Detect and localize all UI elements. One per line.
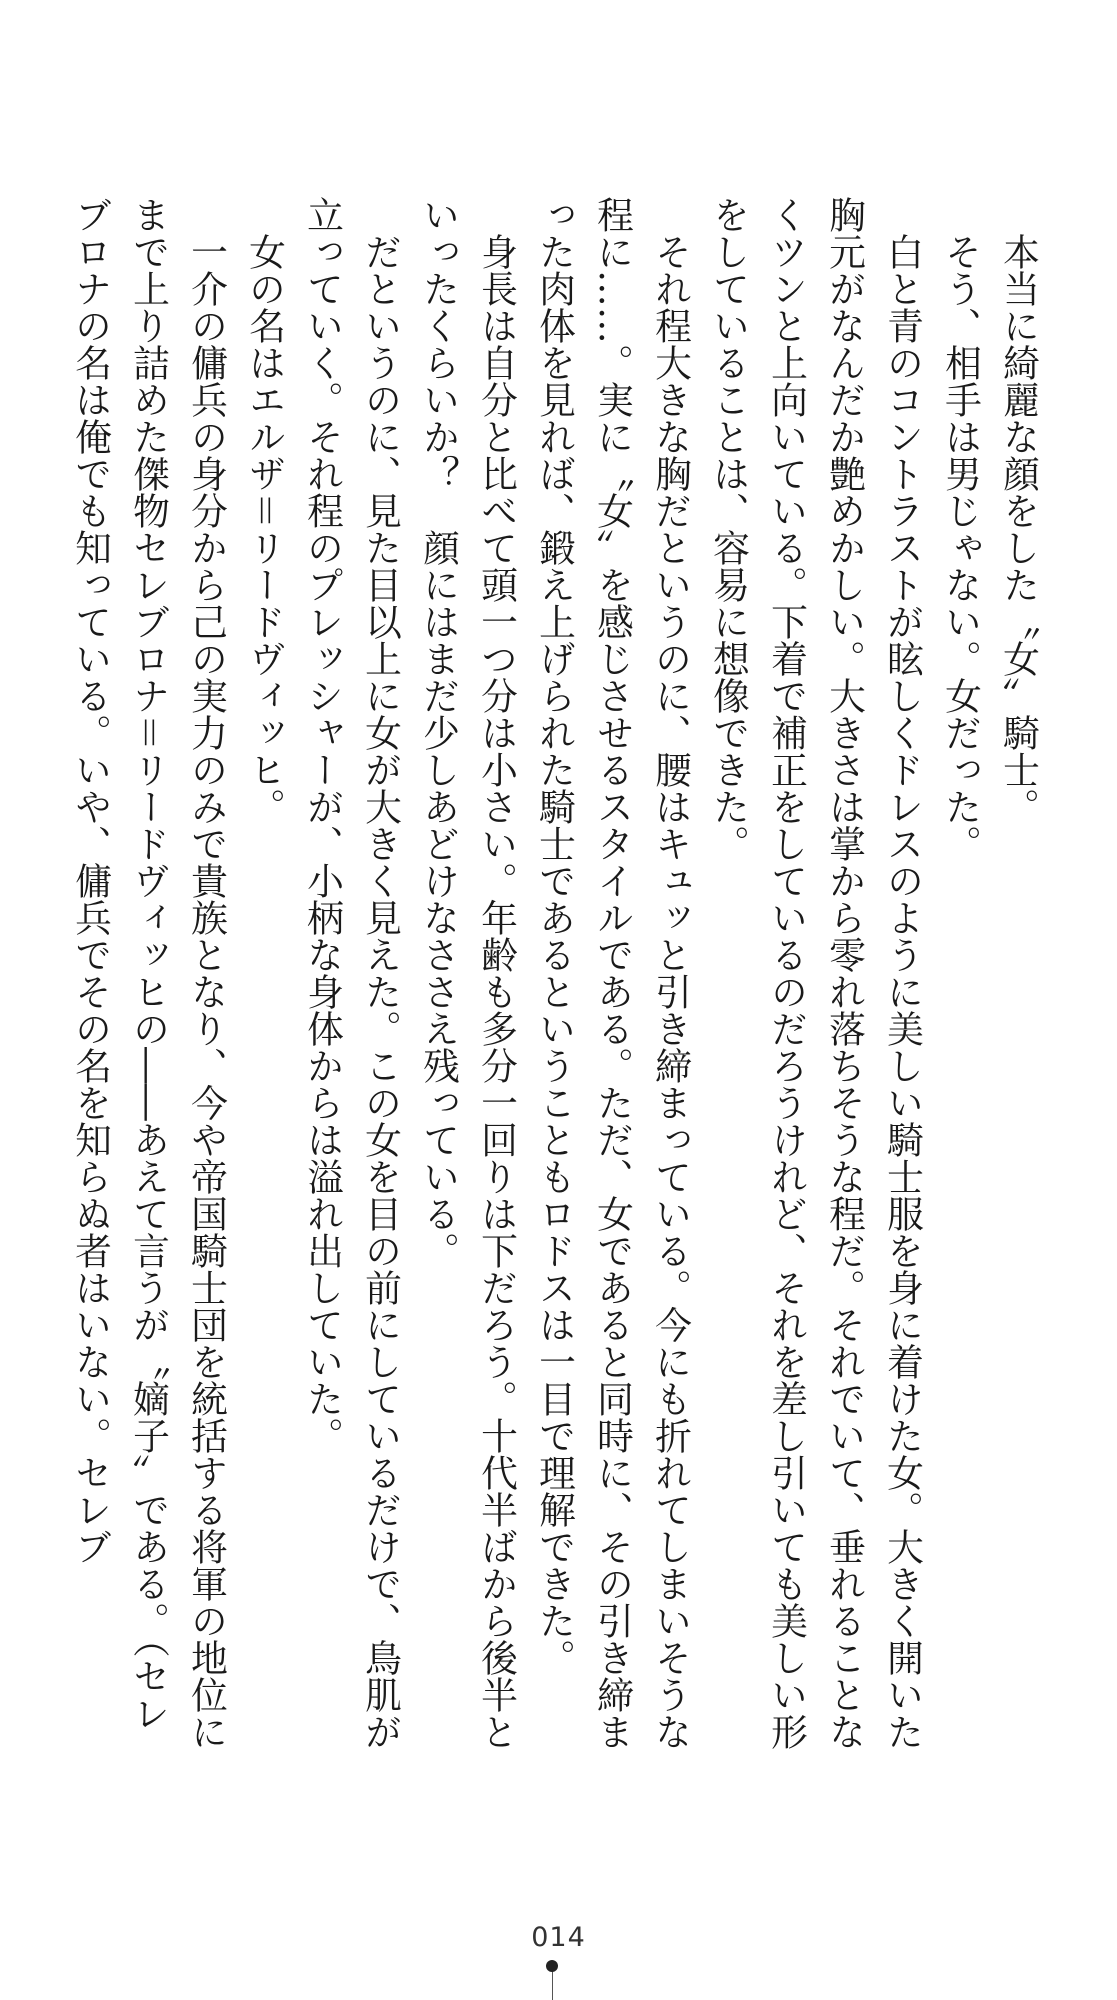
paragraph-5: 身長は自分と比べて頭一つ分は小さい。年齢も多分一回りは下だろう。十代半ばから後半といったくらいか？ 顔にはまだ少しあどけなささえ残っている。 <box>417 196 518 1750</box>
vertical-text-body <box>57 196 1047 1756</box>
paragraph-3: 白と青のコントラストが眩しくドレスのように美しい騎士服を身に着けた女。大きく開いた胸元がなんだか艶めかしい。大きさは掌から零れ落ちそうな程だ。それでいて、垂れることなくツンと上向いている。下着で補正をしているのだろうけれど、それを差し引いても美しい形をしていることは、容易に想像できた。 <box>707 196 924 1750</box>
paragraph-1: 本当に綺麗な顔をした〝女〟騎士。 <box>997 232 1040 825</box>
paragraph-2: そう、相手は男じゃない。女だった。 <box>939 232 982 862</box>
paragraph-7: 女の名はエルザ＝リードヴィッヒ。 <box>243 232 286 825</box>
paragraph-6: だというのに、見た目以上に女が大きく見えた。この女を目の前にしているだけで、鳥肌が立っていく。それ程のプレッシャーが、小柄な身体からは溢れ出していた。 <box>301 196 402 1750</box>
folio-dot-icon <box>546 1960 558 1972</box>
paragraph-8: 一介の傭兵の身分から己の実力のみで貴族となり、今や帝国騎士団を統括する将軍の地位にまで上り詰めた傑物セレブロナ＝リードヴィッヒの――あえて言うが〝嫡子〟である。（セレブロナの名は俺でも知っている。いや、傭兵でその名を知らぬ者はいない。セレブ <box>69 196 228 1750</box>
paragraph-4: それ程大きな胸だというのに、腰はキュッと引き締まっている。今にも折れてしまいそうな程に……。実に〝女〟を感じさせるスタイルである。ただ、女であると同時に、その引き締まった肉体を見れば、鍛え上げられた騎士であるということもロドスは一目で理解できた。 <box>533 196 692 1750</box>
page-number: 014 <box>531 1922 586 1953</box>
